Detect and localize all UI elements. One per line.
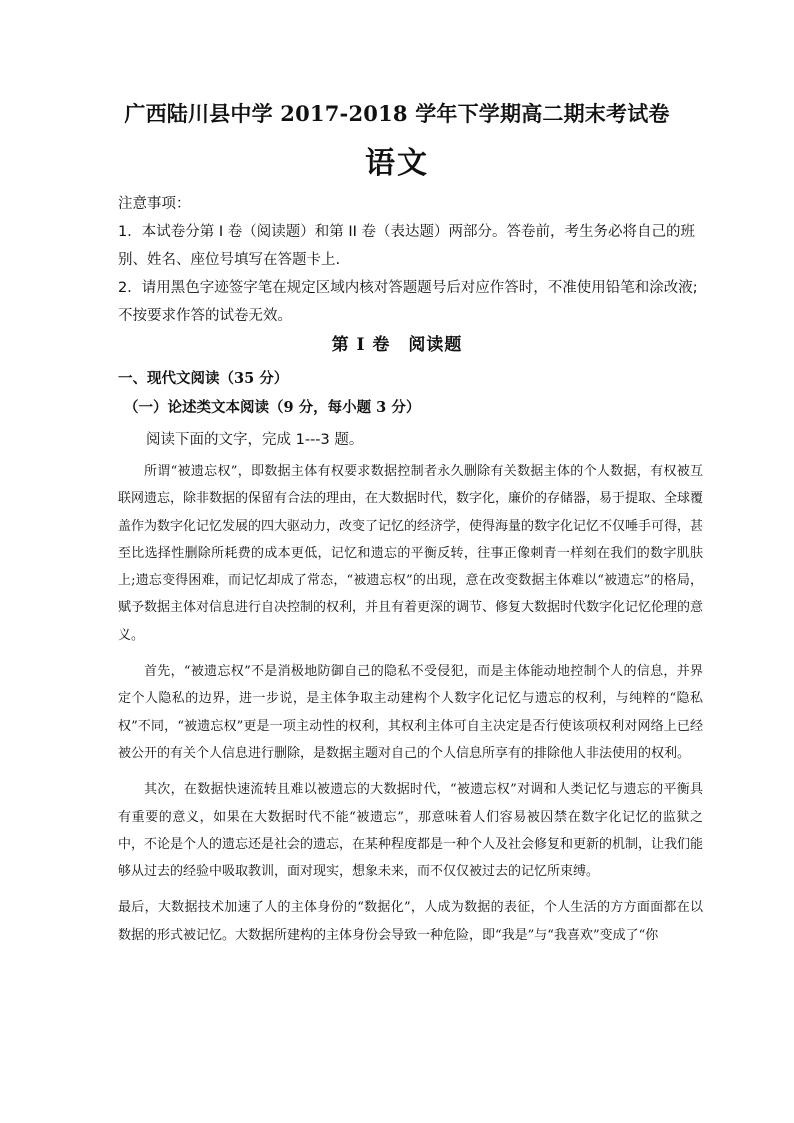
passage-paragraph-2: 首先，“被遗忘权”不是消极地防御自己的隐私不受侵犯，而是主体能动地控制个人的信息，并界定个人隐私的边界，进一步说，是主体争取主动建构个人数字化记忆与遗忘的权利，与纯粹的“隐私权”不同，“被遗忘权”更是一项主动性的权利，其权利主体可自主决定是否行使该项权利对网络上已经被公开的有关个人信息进行删除，是数据主题对自己的个人信息所享有的排除他人非法使用的权利。 bbox=[118, 664, 703, 761]
passage-paragraph-4: 最后，大数据技术加速了人的主体身份的“数据化”，人成为数据的表征，个人生活的方方面面都在以数据的形式被记忆。大数据所建构的主体身份会导致一种危险，即“我是”与“我喜欢”变成了“你 bbox=[118, 900, 703, 943]
reading-instruction: 阅读下面的文字，完成 1---3 题。 bbox=[146, 432, 364, 448]
notice-item-1: 1．本试卷分第 I 卷（阅读题）和第 II 卷（表达题）两部分。答卷前，考生务必将自己的班别、姓名、座位号填写在答题卡上. bbox=[118, 224, 695, 268]
subject-title: 语文 bbox=[365, 146, 429, 181]
notice-heading: 注意事项： bbox=[118, 196, 191, 212]
exam-title: 广西陆川县中学 2017-2018 学年下学期高二期末考试卷 bbox=[124, 101, 670, 126]
passage-paragraph-1: 所谓“被遗忘权”，即数据主体有权要求数据控制者永久删除有关数据主体的个人数据，有权被互联网遗忘，除非数据的保留有合法的理由，在大数据时代，数字化，廉价的存储器，易于提取、全球覆盖作为数字化记忆发展的四大驱动力，改变了记忆的经济学，使得海量的数字化记忆不仅唾手可得，甚至比选择性删除所耗费的成本更低，记忆和遗忘的平衡反转，往事正像刺青一样刻在我们的数字肌肤上;遗忘变得困难，而记忆却成了常态，“被遗忘权”的出现，意在改变数据主体难以“被遗忘”的格局，赋予数据主体对信息进行自决控制的权利，并且有着更深的调节、修复大数据时代数字化记忆伦理的意义。 bbox=[118, 464, 704, 643]
notice-item-2: 2．请用黑色字迹签字笔在规定区域内核对答题题号后对应作答时，不准使用铅笔和涂改液;不按要求作答的试卷无效。 bbox=[118, 280, 698, 324]
part-heading: 一、现代文阅读（35 分） bbox=[118, 370, 289, 387]
notice-section bbox=[118, 190, 703, 330]
reading-passage bbox=[118, 458, 703, 958]
section-title: 第 I 卷 阅读题 bbox=[331, 335, 463, 355]
passage-paragraph-3: 其次，在数据快速流转且难以被遗忘的大数据时代，“被遗忘权”对调和人类记忆与遗忘的平衡具有重要的意义，如果在大数据时代不能“被遗忘”，那意味着人们容易被囚禁在数字化记忆的监狱之中，不论是个人的遗忘还是社会的遗忘，在某种程度都是一种个人及社会修复和更新的机制，让我们能够从过去的经验中吸取教训，面对现实，想象未来，而不仅仅被过去的记忆所束缚。 bbox=[118, 782, 704, 880]
subpart-heading: （一）论述类文本阅读（9 分，每小题 3 分） bbox=[124, 399, 421, 416]
